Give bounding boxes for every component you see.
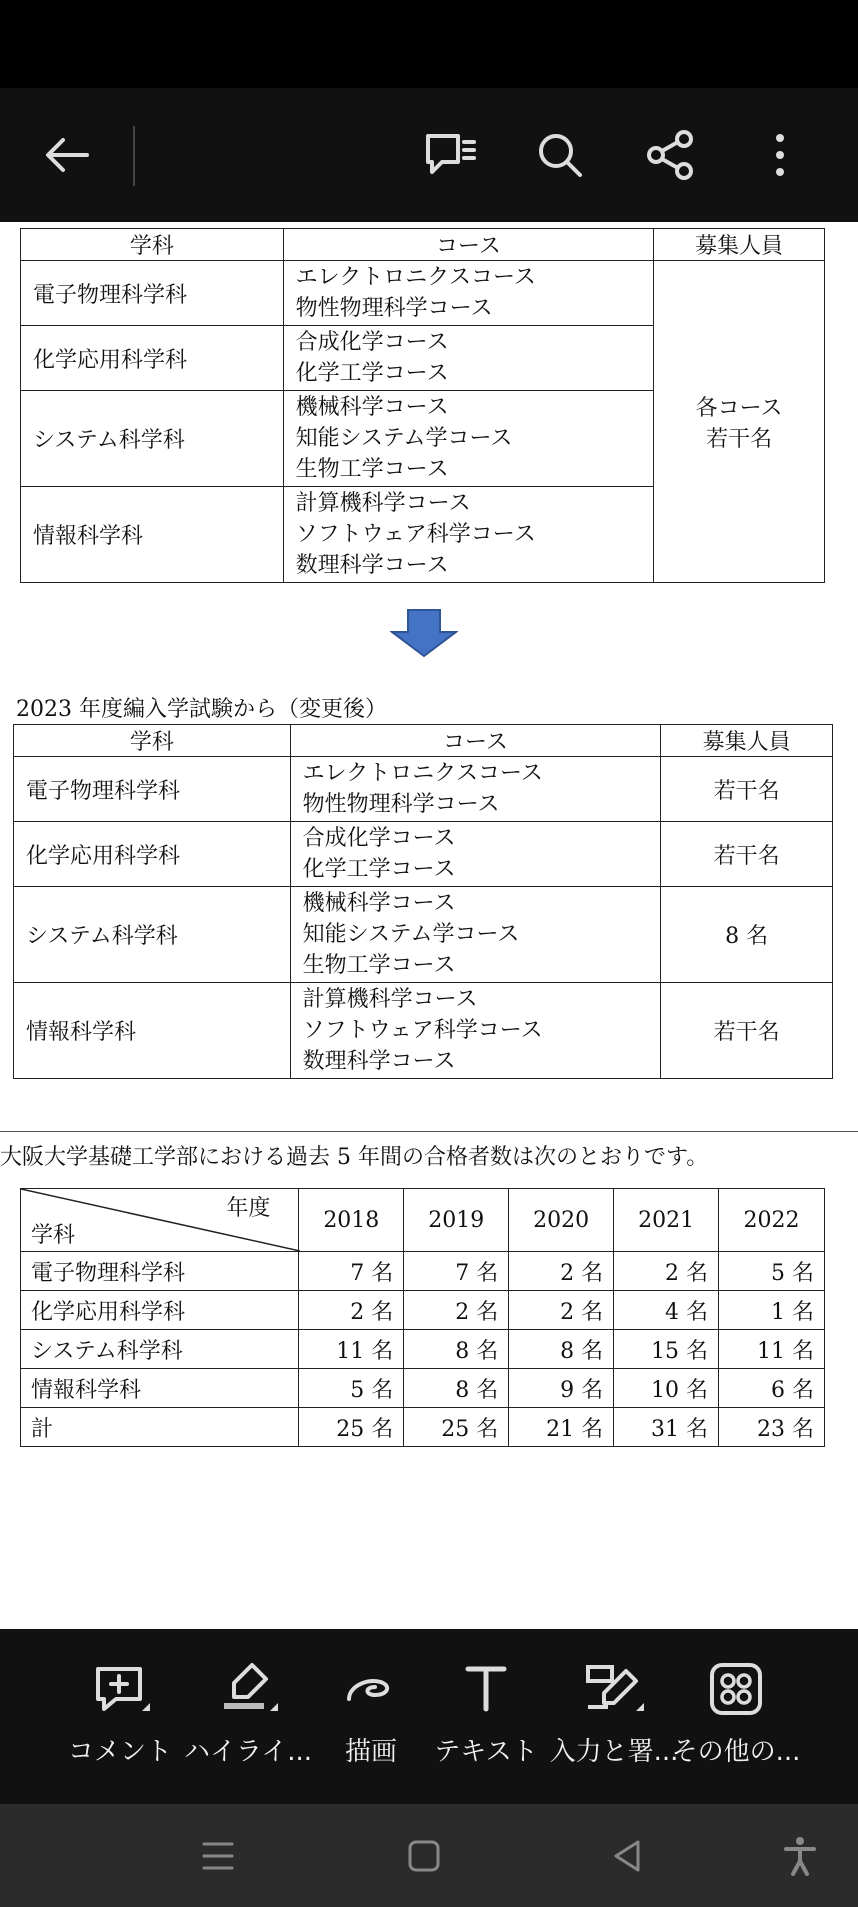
table-row xyxy=(14,887,833,983)
course-cell xyxy=(290,757,661,822)
count-cell: 11 名 xyxy=(719,1330,825,1369)
arrow-left-icon xyxy=(43,135,91,175)
dept-cell: 化学応用科学科 xyxy=(21,1291,299,1330)
course-name: 機械科学コース xyxy=(302,891,456,916)
table-header xyxy=(21,1189,825,1252)
dept-cell: 化学応用科学科 xyxy=(21,326,284,391)
toolbar-divider xyxy=(133,126,135,186)
tool-label: その他の... xyxy=(671,1737,801,1767)
header-course: コース xyxy=(290,725,661,757)
more-vertical-icon xyxy=(774,132,786,178)
course-name: ソフトウェア科学コース xyxy=(295,522,536,547)
annotation-toolbar xyxy=(0,1629,858,1804)
course-name: 物性物理科学コース xyxy=(295,296,493,321)
dept-cell: 情報科学科 xyxy=(21,487,284,583)
table-row xyxy=(21,1369,825,1408)
course-cell xyxy=(283,391,654,487)
comment-add-icon xyxy=(90,1659,150,1719)
count-cell: 8 名 xyxy=(509,1330,614,1369)
count-cell: 1 名 xyxy=(719,1291,825,1330)
status-bar xyxy=(0,0,858,88)
course-cell xyxy=(283,487,654,583)
highlighter-icon xyxy=(218,1659,278,1719)
header-dept: 学科 xyxy=(14,725,291,757)
dept-cell: 情報科学科 xyxy=(21,1369,299,1408)
comment-tool-button[interactable] xyxy=(62,1659,178,1789)
pass-count-table xyxy=(20,1188,825,1447)
course-cell xyxy=(290,822,661,887)
capacity-cell xyxy=(654,261,825,583)
course-table-after xyxy=(13,724,833,1079)
course-name: 生物工学コース xyxy=(302,953,456,978)
year-header: 2021 xyxy=(614,1189,719,1252)
count-cell: 11 名 xyxy=(299,1330,404,1369)
course-name: エレクトロニクスコース xyxy=(295,265,536,290)
capacity-line: 若干名 xyxy=(706,426,773,452)
course-name: 数理科学コース xyxy=(302,1049,456,1074)
dept-cell: 計 xyxy=(21,1408,299,1447)
draw-tool-button[interactable] xyxy=(313,1659,429,1789)
back-button[interactable] xyxy=(27,115,107,195)
accessibility-icon[interactable] xyxy=(778,1834,822,1878)
count-cell: 8 名 xyxy=(404,1330,509,1369)
tool-label: 入力と署... xyxy=(549,1737,679,1767)
table-row xyxy=(14,757,833,822)
corner-year-label: 年度 xyxy=(226,1196,271,1221)
year-header: 2018 xyxy=(299,1189,404,1252)
count-cell: 2 名 xyxy=(299,1291,404,1330)
dept-cell: システム科学科 xyxy=(21,391,284,487)
course-name: 合成化学コース xyxy=(295,330,449,355)
corner-dept-label: 学科 xyxy=(31,1223,76,1248)
dept-cell: 情報科学科 xyxy=(14,983,291,1079)
dept-cell: 電子物理科学科 xyxy=(21,1252,299,1291)
dept-cell: 電子物理科学科 xyxy=(21,261,284,326)
count-cell: 9 名 xyxy=(509,1369,614,1408)
arrow-down-icon xyxy=(390,608,458,658)
share-button[interactable] xyxy=(630,115,710,195)
count-cell: 2 名 xyxy=(509,1291,614,1330)
search-icon xyxy=(535,130,585,180)
course-name: 物性物理科学コース xyxy=(302,792,500,817)
capacity-cell: 8 名 xyxy=(661,887,833,983)
text-tool-button[interactable] xyxy=(428,1659,544,1789)
tool-label: テキスト xyxy=(434,1737,538,1767)
year-header: 2020 xyxy=(509,1189,614,1252)
table-row xyxy=(21,1252,825,1291)
header-course: コース xyxy=(283,229,654,261)
comment-list-icon xyxy=(422,130,478,180)
course-name: 生物工学コース xyxy=(295,457,449,482)
count-cell: 15 名 xyxy=(614,1330,719,1369)
table-row xyxy=(14,822,833,887)
course-name: ソフトウェア科学コース xyxy=(302,1018,543,1043)
tool-label: 描画 xyxy=(344,1737,397,1767)
header-capacity: 募集人員 xyxy=(661,725,833,757)
more-button[interactable] xyxy=(740,115,820,195)
more-tools-button[interactable] xyxy=(671,1659,801,1789)
course-table-before xyxy=(20,228,825,583)
header-capacity: 募集人員 xyxy=(654,229,825,261)
course-name: 知能システム学コース xyxy=(302,922,520,947)
dept-cell: 電子物理科学科 xyxy=(14,757,291,822)
dept-cell: 化学応用科学科 xyxy=(14,822,291,887)
corner-cell xyxy=(21,1189,299,1252)
course-cell xyxy=(283,326,654,391)
count-cell: 21 名 xyxy=(509,1408,614,1447)
course-name: 合成化学コース xyxy=(302,826,456,851)
course-name: 知能システム学コース xyxy=(295,426,513,451)
system-nav-bar xyxy=(0,1804,858,1907)
count-cell: 2 名 xyxy=(614,1252,719,1291)
capacity-cell: 若干名 xyxy=(661,983,833,1079)
more-tools-icon xyxy=(706,1659,766,1719)
capacity-cell: 若干名 xyxy=(661,757,833,822)
dept-cell: システム科学科 xyxy=(14,887,291,983)
table-row xyxy=(21,261,825,326)
count-cell: 5 名 xyxy=(299,1369,404,1408)
course-name: 化学工学コース xyxy=(302,857,456,882)
search-button[interactable] xyxy=(520,115,600,195)
count-cell: 6 名 xyxy=(719,1369,825,1408)
table-header xyxy=(14,725,833,757)
header-dept: 学科 xyxy=(21,229,284,261)
year-header: 2019 xyxy=(404,1189,509,1252)
text-icon xyxy=(456,1659,516,1719)
count-cell: 7 名 xyxy=(404,1252,509,1291)
table-header xyxy=(21,229,825,261)
table-row xyxy=(21,1330,825,1369)
course-name: 化学工学コース xyxy=(295,361,449,386)
count-cell: 5 名 xyxy=(719,1252,825,1291)
table-row-total xyxy=(21,1408,825,1447)
table-row xyxy=(21,1291,825,1330)
count-cell: 31 名 xyxy=(614,1408,719,1447)
after-caption: 2023 年度編入学試験から（変更後） xyxy=(16,697,387,722)
count-cell: 4 名 xyxy=(614,1291,719,1330)
draw-icon xyxy=(341,1659,401,1719)
page-divider xyxy=(0,1131,858,1132)
recent-apps-icon[interactable] xyxy=(196,1834,240,1878)
dept-cell: システム科学科 xyxy=(21,1330,299,1369)
count-cell: 8 名 xyxy=(404,1369,509,1408)
pdf-page[interactable] xyxy=(0,222,858,1629)
highlight-tool-button[interactable] xyxy=(183,1659,312,1789)
table-row xyxy=(14,983,833,1079)
course-name: 計算機科学コース xyxy=(302,987,478,1012)
course-name: 機械科学コース xyxy=(295,395,449,420)
home-icon[interactable] xyxy=(402,1834,446,1878)
count-cell: 7 名 xyxy=(299,1252,404,1291)
fill-sign-icon xyxy=(584,1659,644,1719)
course-cell xyxy=(283,261,654,326)
nav-back-icon[interactable] xyxy=(606,1834,650,1878)
count-cell: 25 名 xyxy=(404,1408,509,1447)
capacity-line: 各コース xyxy=(695,395,783,421)
course-cell xyxy=(290,887,661,983)
tool-label: コメント xyxy=(67,1737,172,1767)
year-header: 2022 xyxy=(719,1189,825,1252)
pass-caption: 大阪大学基礎工学部における過去 5 年間の合格者数は次のとおりです。 xyxy=(0,1145,709,1170)
course-name: 数理科学コース xyxy=(295,553,449,578)
count-cell: 10 名 xyxy=(614,1369,719,1408)
course-cell xyxy=(290,983,661,1079)
course-name: エレクトロニクスコース xyxy=(302,761,543,786)
share-icon xyxy=(644,129,696,181)
capacity-cell: 若干名 xyxy=(661,822,833,887)
course-name: 計算機科学コース xyxy=(295,491,471,516)
count-cell: 25 名 xyxy=(299,1408,404,1447)
fill-sign-tool-button[interactable] xyxy=(549,1659,679,1789)
count-cell: 23 名 xyxy=(719,1408,825,1447)
comments-button[interactable] xyxy=(410,115,490,195)
tool-label: ハイライ... xyxy=(183,1737,312,1767)
count-cell: 2 名 xyxy=(404,1291,509,1330)
top-toolbar xyxy=(0,88,858,222)
count-cell: 2 名 xyxy=(509,1252,614,1291)
